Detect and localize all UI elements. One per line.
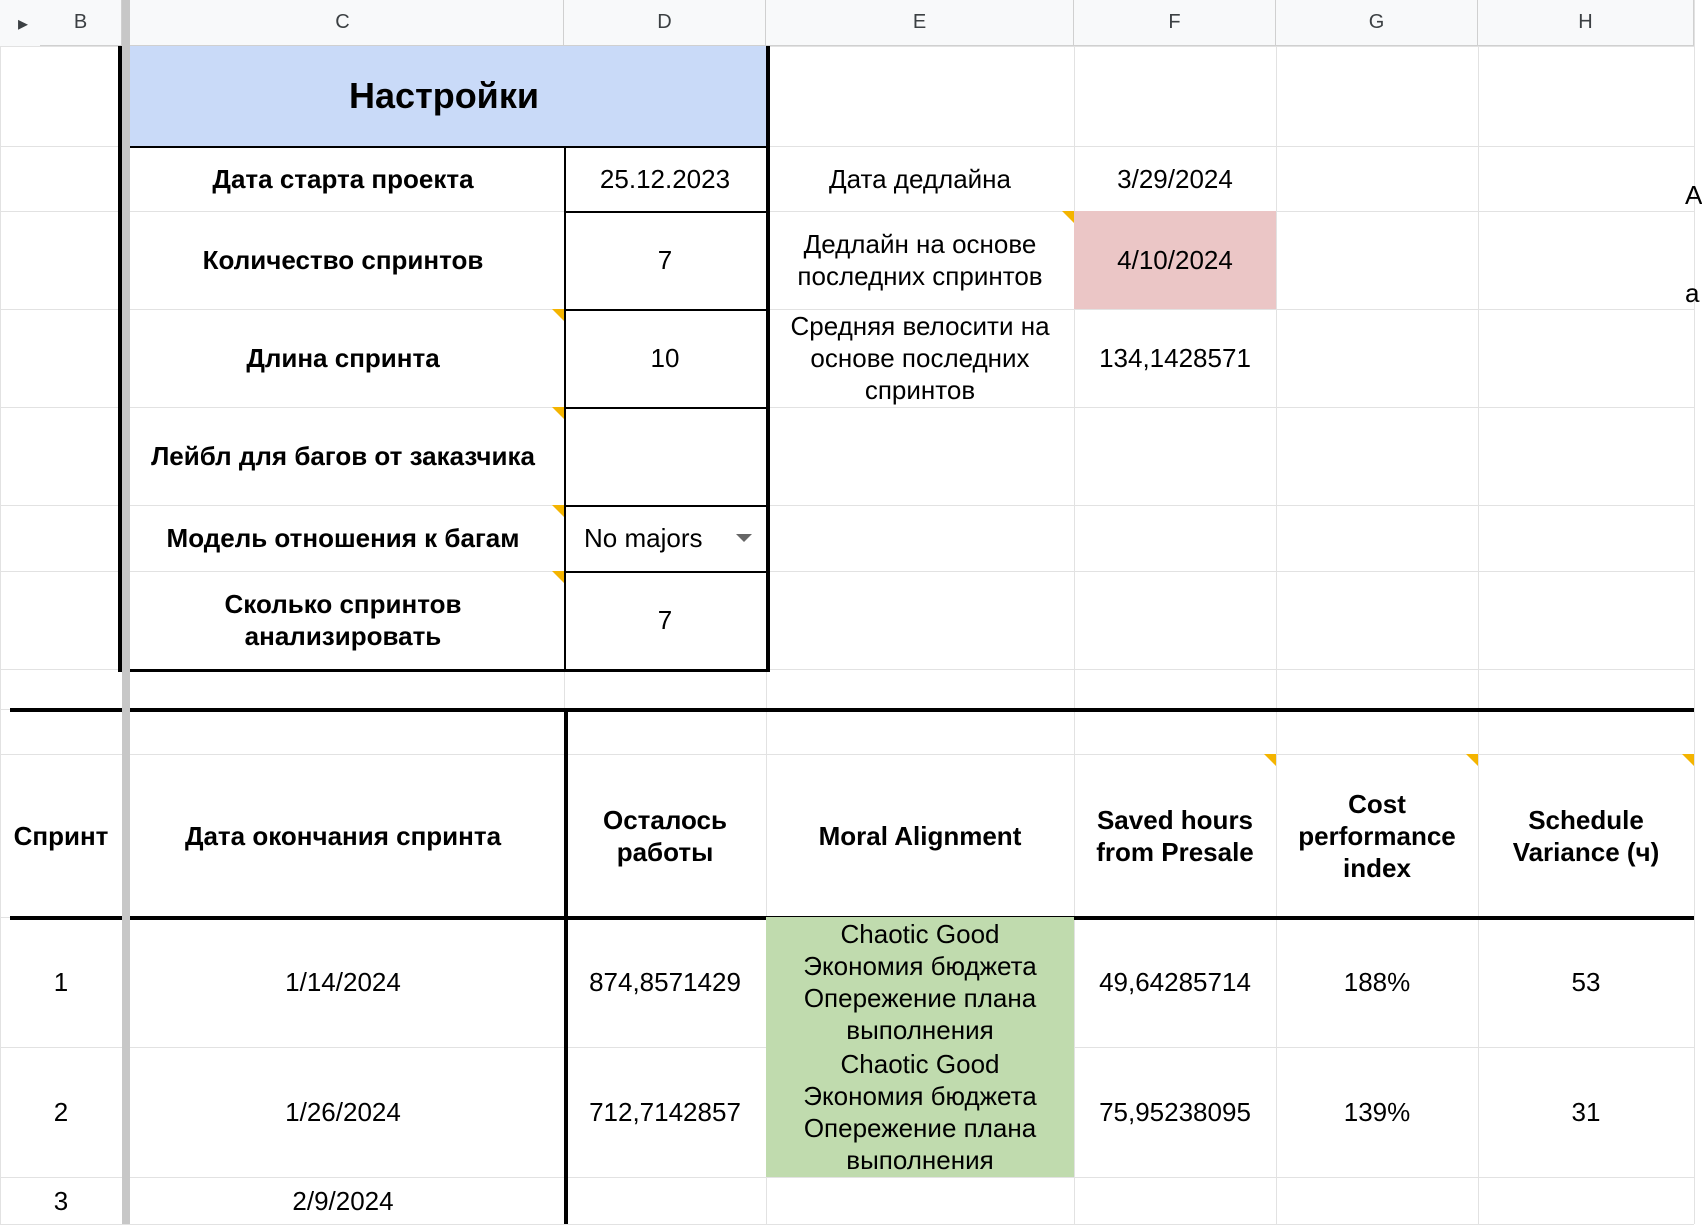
- sprint-row-2-remaining-text: 712,7142857: [589, 1097, 741, 1127]
- sprint-header-7-text: Schedule Variance (ч): [1512, 804, 1660, 867]
- sprint-row-2-number[interactable]: [0, 1047, 122, 1177]
- column-header-e[interactable]: E: [766, 0, 1074, 46]
- sprint-row-2-schedule-variance-text: 31: [1571, 1097, 1601, 1127]
- settings-label-3-text: Длина спринта: [246, 343, 440, 373]
- chevron-down-icon[interactable]: [736, 534, 752, 542]
- column-header-g[interactable]: G: [1276, 0, 1478, 46]
- settings-label-5-text: Модель отношения к багам: [166, 523, 520, 553]
- column-header-c[interactable]: C: [122, 0, 564, 46]
- settings-label-2[interactable]: [122, 211, 564, 309]
- sprint-row-2-end-date-text: 1/26/2024: [285, 1097, 401, 1127]
- sprint-row-3-schedule-variance[interactable]: [1478, 1177, 1694, 1224]
- forecast-deadline-value-text: 4/10/2024: [1117, 245, 1233, 275]
- settings-value-3-text: 10: [650, 343, 680, 373]
- settings-value-1-text: 25.12.2023: [599, 163, 731, 194]
- settings-value-1[interactable]: [564, 146, 766, 211]
- settings-label-2-text: Количество спринтов: [202, 245, 484, 275]
- sprint-header-3[interactable]: [564, 754, 766, 917]
- settings-label-3[interactable]: [122, 309, 564, 407]
- forecast-deadline-label-text: Дедлайн на основе последних спринтов: [797, 229, 1043, 291]
- sprint-row-1-moral-text: Chaotic Good Экономия бюджета Опережение плана выполнения: [803, 919, 1037, 1045]
- grid-line: [564, 407, 766, 409]
- settings-value-6[interactable]: [564, 571, 766, 669]
- settings-title[interactable]: [122, 46, 766, 146]
- grid-line: [564, 505, 766, 507]
- sprint-header-2-text: Дата окончания спринта: [184, 820, 502, 851]
- clipped-edge-text: а: [1685, 278, 1700, 308]
- settings-value-2-text: 7: [657, 245, 673, 275]
- sprint-header-4-text: Moral Alignment: [818, 820, 1022, 851]
- clipped-edge-text: А: [1685, 180, 1702, 210]
- sprint-row-2-number-text: 2: [53, 1097, 69, 1127]
- sprint-header-5-text: Saved hours from Presale: [1096, 804, 1254, 867]
- sprint-header-6-text: Cost performance index: [1298, 788, 1456, 883]
- sprint-header-1[interactable]: [0, 754, 122, 917]
- sprint-row-3-saved-hours[interactable]: [1074, 1177, 1276, 1224]
- sprint-header-6[interactable]: [1276, 754, 1478, 917]
- comment-marker[interactable]: [552, 407, 564, 419]
- forecast-deadline-value[interactable]: [1074, 211, 1276, 309]
- grid-line: [564, 309, 766, 311]
- sprint-row-3-remaining[interactable]: [564, 1177, 766, 1224]
- sprint-row-1-end-date[interactable]: [122, 917, 564, 1047]
- settings-label-4-text: Лейбл для багов от заказчика: [151, 441, 535, 471]
- sprint-row-1-remaining-text: 874,8571429: [589, 967, 741, 997]
- sprint-row-2-saved-hours[interactable]: [1074, 1047, 1276, 1177]
- sprint-row-3-end-date[interactable]: [122, 1177, 564, 1224]
- settings-label-1[interactable]: [122, 146, 564, 211]
- sprint-row-2-end-date[interactable]: [122, 1047, 564, 1177]
- deadline-label[interactable]: [766, 146, 1074, 211]
- sprint-header-7[interactable]: [1478, 754, 1694, 917]
- sprint-row-2-cpi[interactable]: [1276, 1047, 1478, 1177]
- sprint-row-1-cpi-text: 188%: [1343, 967, 1411, 997]
- settings-label-6[interactable]: [122, 571, 564, 669]
- grid-line: [564, 709, 568, 1224]
- average-velocity-label-text: Средняя велосити на основе последних спринтов: [790, 311, 1050, 405]
- comment-marker[interactable]: [1062, 211, 1074, 223]
- sprint-row-1-schedule-variance[interactable]: [1478, 917, 1694, 1047]
- sprint-row-1-number[interactable]: [0, 917, 122, 1047]
- sprint-header-2[interactable]: [122, 754, 564, 917]
- sprint-row-2-schedule-variance[interactable]: [1478, 1047, 1694, 1177]
- sprint-row-2-moral[interactable]: [766, 1047, 1074, 1177]
- sprint-row-1-saved-hours[interactable]: [1074, 917, 1276, 1047]
- sprint-row-3-cpi[interactable]: [1276, 1177, 1478, 1224]
- deadline-value[interactable]: [1074, 146, 1276, 211]
- sprint-row-2-moral-text: Chaotic Good Экономия бюджета Опережение плана выполнения: [803, 1049, 1037, 1175]
- sprint-header-1-text: Спринт: [13, 820, 109, 851]
- settings-label-6-text: Сколько спринтов анализировать: [224, 589, 462, 651]
- sprint-row-3-number[interactable]: [0, 1177, 122, 1224]
- settings-value-2[interactable]: [564, 211, 766, 309]
- settings-value-6-text: 7: [657, 605, 673, 635]
- comment-marker[interactable]: [552, 505, 564, 517]
- sprint-row-1-remaining[interactable]: [564, 917, 766, 1047]
- comment-marker[interactable]: [1466, 754, 1478, 766]
- column-header-f[interactable]: F: [1074, 0, 1276, 46]
- settings-title-text: Настройки: [349, 75, 539, 116]
- settings-value-4[interactable]: [564, 407, 766, 505]
- sprint-row-3-number-text: 3: [53, 1185, 69, 1216]
- sprint-row-3-moral[interactable]: [766, 1177, 1074, 1224]
- sprint-row-1-moral[interactable]: [766, 917, 1074, 1047]
- sprint-row-2-saved-hours-text: 75,95238095: [1099, 1097, 1251, 1127]
- deadline-label-text: Дата дедлайна: [829, 163, 1011, 194]
- grid-line: [564, 146, 566, 669]
- bug-model-dropdown-text: No majors: [584, 523, 703, 553]
- settings-label-5[interactable]: [122, 505, 564, 571]
- sprint-header-4[interactable]: [766, 754, 1074, 917]
- comment-marker[interactable]: [1682, 754, 1694, 766]
- grid-line: [564, 211, 766, 213]
- sprint-row-1-cpi[interactable]: [1276, 917, 1478, 1047]
- select-all-corner[interactable]: ▸: [0, 0, 40, 46]
- sprint-header-3-text: Осталось работы: [602, 804, 728, 867]
- sprint-row-2-cpi-text: 139%: [1343, 1097, 1411, 1127]
- grid-line: [118, 669, 770, 672]
- sprint-row-1-saved-hours-text: 49,64285714: [1099, 967, 1251, 997]
- average-velocity-value-text: 134,1428571: [1099, 343, 1251, 373]
- forecast-deadline-label[interactable]: [766, 211, 1074, 309]
- grid-line: [122, 146, 766, 148]
- grid-line: [564, 571, 766, 573]
- column-header-h[interactable]: H: [1478, 0, 1694, 46]
- grid-line: [10, 708, 1694, 712]
- sprint-header-5[interactable]: [1074, 754, 1276, 917]
- column-header-d[interactable]: D: [564, 0, 766, 46]
- sprint-row-1-schedule-variance-text: 53: [1571, 967, 1601, 997]
- settings-value-3[interactable]: [564, 309, 766, 407]
- sprint-row-2-remaining[interactable]: [564, 1047, 766, 1177]
- comment-marker[interactable]: [552, 309, 564, 321]
- sprint-row-1-end-date-text: 1/14/2024: [285, 967, 401, 997]
- settings-label-4[interactable]: [122, 407, 564, 505]
- settings-label-1-text: Дата старта проекта: [212, 163, 474, 194]
- comment-marker[interactable]: [1264, 754, 1276, 766]
- sprint-row-1-number-text: 1: [53, 967, 69, 997]
- column-header-b[interactable]: B: [40, 0, 122, 46]
- comment-marker[interactable]: [552, 571, 564, 583]
- average-velocity-value[interactable]: [1074, 309, 1276, 407]
- deadline-value-text: 3/29/2024: [1117, 163, 1233, 194]
- frozen-columns-divider[interactable]: [122, 0, 130, 1224]
- bug-model-dropdown[interactable]: [564, 505, 766, 571]
- average-velocity-label[interactable]: [766, 309, 1074, 407]
- sprint-row-3-end-date-text: 2/9/2024: [292, 1185, 394, 1216]
